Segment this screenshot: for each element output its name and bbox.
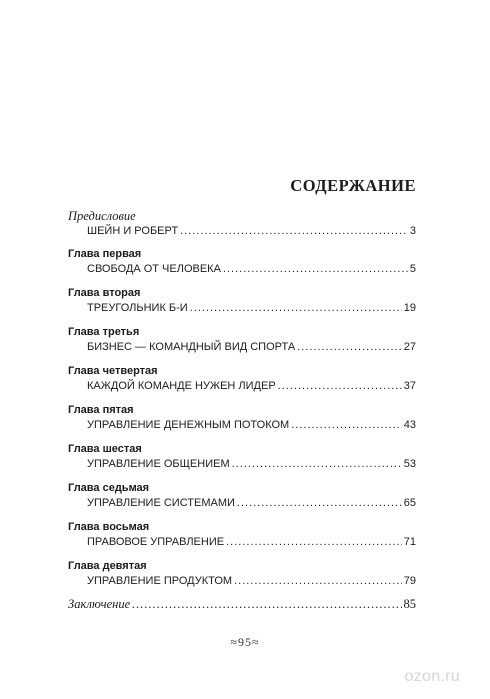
page-number-footer: ≈95≈	[230, 635, 260, 649]
toc-entry-chapter-1	[68, 247, 416, 277]
entry-title: ПРАВОВОЕ УПРАВЛЕНИЕ	[87, 536, 225, 548]
entry-title: УПРАВЛЕНИЕ СИСТЕМАМИ	[87, 497, 235, 509]
entry-page-number: 19	[403, 302, 416, 314]
entry-page-number: 85	[403, 597, 416, 611]
entry-title: УПРАВЛЕНИЕ ДЕНЕЖНЫМ ПОТОКОМ	[87, 419, 290, 431]
entry-page-number: 27	[403, 341, 416, 353]
dot-leader	[234, 574, 402, 589]
toc-entry-chapter-9	[68, 559, 416, 589]
entry-label: Глава пятая	[68, 404, 134, 416]
entry-page-number: 43	[403, 419, 416, 431]
dot-leader	[223, 262, 408, 277]
toc-entry-chapter-5	[68, 403, 416, 433]
dot-leader	[278, 379, 402, 394]
watermark-logo: ozon.ru	[404, 668, 460, 685]
entry-title: ТРЕУГОЛЬНИК Б-И	[87, 302, 188, 314]
entry-title: БИЗНЕС — КОМАНДНЫЙ ВИД СПОРТА	[87, 341, 296, 353]
entry-page-number: 37	[403, 380, 416, 392]
toc-entry-chapter-7	[68, 481, 416, 511]
entry-line[interactable]	[68, 535, 416, 550]
entry-label: Глава третья	[68, 326, 140, 338]
entry-title: УПРАВЛЕНИЕ ПРОДУКТОМ	[87, 575, 233, 587]
entry-line[interactable]	[68, 574, 416, 589]
entry-page-number: 5	[409, 263, 416, 275]
entry-page-number: 79	[403, 575, 416, 587]
entry-page-number: 3	[409, 225, 416, 237]
entry-line[interactable]	[68, 418, 416, 433]
entry-line[interactable]	[68, 340, 416, 355]
entry-page-number: 65	[403, 497, 416, 509]
dot-leader	[291, 418, 402, 433]
entry-title: Заключение	[68, 597, 131, 611]
entry-label: Глава четвертая	[68, 365, 158, 377]
entry-label: Глава восьмая	[68, 521, 150, 533]
entry-title: УПРАВЛЕНИЕ ОБЩЕНИЕМ	[87, 458, 230, 470]
toc-entry-chapter-4	[68, 364, 416, 394]
dot-leader	[237, 496, 402, 511]
entry-line[interactable]	[68, 379, 416, 394]
entry-label: Глава вторая	[68, 287, 141, 299]
dot-leader	[180, 224, 408, 239]
table-of-contents	[68, 209, 416, 612]
dot-leader	[226, 535, 402, 550]
entry-title: СВОБОДА ОТ ЧЕЛОВЕКА	[87, 263, 221, 275]
entry-page-number: 71	[403, 536, 416, 548]
entry-title: ШЕЙН И РОБЕРТ	[87, 225, 179, 237]
entry-line[interactable]	[68, 224, 416, 239]
toc-heading: СОДЕРЖАНИЕ	[290, 176, 416, 195]
toc-entry-conclusion[interactable]	[68, 597, 416, 612]
entry-title: КАЖДОЙ КОМАНДЕ НУЖЕН ЛИДЕР	[87, 380, 276, 392]
toc-entry-chapter-6	[68, 442, 416, 472]
entry-line[interactable]	[68, 262, 416, 277]
entry-page-number: 53	[403, 458, 416, 470]
entry-line[interactable]	[68, 457, 416, 472]
entry-label: Глава девятая	[68, 560, 147, 572]
entry-label: Глава шестая	[68, 443, 142, 455]
entry-label: Глава первая	[68, 248, 142, 260]
toc-entry-preface	[68, 209, 416, 239]
entry-line[interactable]	[68, 301, 416, 316]
dot-leader	[297, 340, 402, 355]
dot-leader	[190, 301, 402, 316]
entry-line[interactable]	[68, 496, 416, 511]
entry-label: Глава седьмая	[68, 482, 150, 494]
entry-label: Предисловие	[68, 209, 136, 223]
toc-entry-chapter-2	[68, 286, 416, 316]
dot-leader	[232, 457, 402, 472]
toc-entry-chapter-3	[68, 325, 416, 355]
dot-leader	[132, 597, 401, 612]
toc-entry-chapter-8	[68, 520, 416, 550]
